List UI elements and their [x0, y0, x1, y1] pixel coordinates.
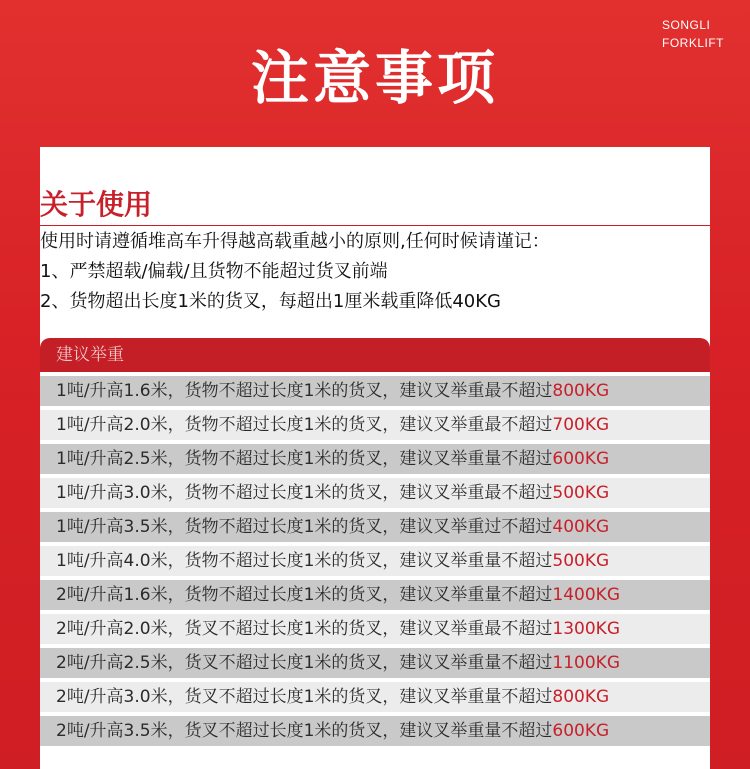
row-value: 1300KG: [552, 619, 620, 639]
table-row: [40, 546, 710, 576]
row-value: 1100KG: [552, 653, 620, 673]
row-value: 500KG: [552, 483, 610, 503]
row-text: 2吨/升高2.0米，货叉不超过长度1米的货叉，建议叉举重最不超过: [56, 619, 553, 639]
table-row: [40, 478, 710, 508]
row-value: 600KG: [552, 721, 610, 741]
heading-divider: [40, 225, 710, 226]
table-row: [40, 512, 710, 542]
content-card: [40, 147, 710, 769]
usage-note-2: 2、货物超出长度1米的货叉，每超出1厘米载重降低40KG: [40, 291, 502, 312]
row-text: 1吨/升高3.5米，货物不超过长度1米的货叉，建议叉举重过不超过: [56, 517, 553, 537]
section-heading: 关于使用: [40, 188, 153, 221]
table-row: [40, 444, 710, 474]
table-row: [40, 410, 710, 440]
brand-line-1: SONGLI: [661, 18, 711, 32]
usage-notes: [40, 227, 710, 317]
table-row: [40, 648, 710, 678]
table-row: [40, 614, 710, 644]
load-table: [40, 338, 710, 746]
row-text: 1吨/升高2.0米，货物不超过长度1米的货叉，建议叉举重最不超过: [56, 415, 553, 435]
row-value: 400KG: [552, 517, 610, 537]
row-value: 600KG: [552, 449, 610, 469]
table-row: [40, 376, 710, 406]
table-header: 建议举重: [40, 338, 710, 372]
row-text: 2吨/升高2.5米，货叉不超过长度1米的货叉，建议叉举重量不超过: [56, 653, 553, 673]
usage-note-intro: 使用时请遵循堆高车升得越高载重越小的原则,任何时候请谨记：: [40, 231, 550, 252]
row-value: 800KG: [552, 381, 610, 401]
usage-note-1: 1、严禁超载/偏载/且货物不能超过货叉前端: [40, 261, 388, 282]
table-row: [40, 580, 710, 610]
row-text: 1吨/升高4.0米，货物不超过长度1米的货叉，建议叉举重量不超过: [56, 551, 553, 571]
row-value: 700KG: [552, 415, 610, 435]
brand-line-2: FORKLIFT: [661, 36, 724, 50]
row-text: 2吨/升高3.5米，货叉不超过长度1米的货叉，建议叉举重量不超过: [56, 721, 553, 741]
row-text: 1吨/升高2.5米，货物不超过长度1米的货叉，建议叉举重量不超过: [56, 449, 553, 469]
row-value: 1400KG: [552, 585, 620, 605]
table-row: [40, 716, 710, 746]
row-text: 1吨/升高3.0米，货物不超过长度1米的货叉，建议叉举重最不超过: [56, 483, 553, 503]
row-value: 500KG: [552, 551, 610, 571]
row-text: 2吨/升高1.6米，货物不超过长度1米的货叉，建议叉举重量不超过: [56, 585, 553, 605]
row-value: 800KG: [552, 687, 610, 707]
table-row: [40, 682, 710, 712]
row-text: 2吨/升高3.0米，货叉不超过长度1米的货叉，建议叉举重量不超过: [56, 687, 553, 707]
page-title: 注意事项: [250, 44, 499, 112]
row-text: 1吨/升高1.6米，货物不超过长度1米的货叉，建议叉举重最不超过: [56, 381, 553, 401]
